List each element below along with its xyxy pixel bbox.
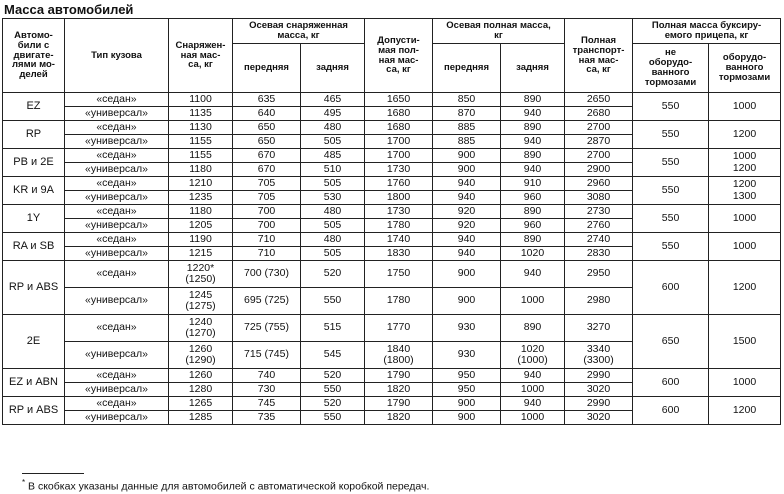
body-type-cell: «универсал» bbox=[65, 383, 169, 397]
trailer-brakes-value: 1000 bbox=[732, 375, 757, 388]
axle-curb-rear-cell: 550 bbox=[301, 288, 365, 315]
axle-curb-rear-cell: 520 bbox=[301, 397, 365, 411]
body-type-cell: «седан» bbox=[65, 233, 169, 247]
model-cell: RP и ABS bbox=[3, 261, 65, 315]
transport-mass-cell: 2950 bbox=[565, 261, 633, 288]
model-cell: RP и ABS bbox=[3, 397, 65, 425]
trailer-brakes-value: 1200 bbox=[732, 178, 757, 191]
table-row bbox=[3, 93, 781, 107]
table-body bbox=[3, 93, 781, 425]
axle-full-front-cell: 885 bbox=[433, 135, 501, 149]
transport-mass-cell: 2740 bbox=[565, 233, 633, 247]
transport-mass-cell: 3080 bbox=[565, 191, 633, 205]
axle-full-front-cell: 930 bbox=[433, 342, 501, 369]
trailer-brakes-value: 1000 bbox=[732, 99, 757, 112]
axle-full-rear-cell: 890 bbox=[501, 121, 565, 135]
table-row bbox=[3, 397, 781, 411]
trailer-brakes-value: 1000 bbox=[732, 150, 757, 163]
body-type-cell: «универсал» bbox=[65, 107, 169, 121]
axle-curb-front-cell: 705 bbox=[233, 177, 301, 191]
body-type-cell: «универсал» bbox=[65, 135, 169, 149]
body-type-cell: «седан» bbox=[65, 315, 169, 342]
transport-mass-cell: 2990 bbox=[565, 397, 633, 411]
axle-full-front-cell: 940 bbox=[433, 177, 501, 191]
axle-curb-rear-cell: 550 bbox=[301, 383, 365, 397]
axle-full-rear-cell: 1000 bbox=[501, 383, 565, 397]
body-type-cell: «седан» bbox=[65, 369, 169, 383]
table-row bbox=[3, 177, 781, 191]
transport-mass-cell: 2700 bbox=[565, 121, 633, 135]
trailer-brakes-value: 1200 bbox=[732, 280, 757, 293]
axle-curb-rear-cell: 515 bbox=[301, 315, 365, 342]
curb-mass-cell: 1260 bbox=[169, 369, 233, 383]
body-type-cell: «универсал» bbox=[65, 219, 169, 233]
permissible-mass-cell: 1750 bbox=[365, 261, 433, 288]
curb-mass-cell: 1100 bbox=[169, 93, 233, 107]
axle-full-front-cell: 900 bbox=[433, 411, 501, 425]
permissible-mass-cell: 1780 bbox=[365, 219, 433, 233]
axle-full-rear-cell: 890 bbox=[501, 315, 565, 342]
axle-full-front-cell: 940 bbox=[433, 233, 501, 247]
axle-curb-front-cell: 650 bbox=[233, 135, 301, 149]
axle-curb-front-cell: 670 bbox=[233, 163, 301, 177]
axle-curb-rear-cell: 505 bbox=[301, 219, 365, 233]
axle-full-front-cell: 870 bbox=[433, 107, 501, 121]
transport-mass-cell: 2870 bbox=[565, 135, 633, 149]
table-row bbox=[3, 261, 781, 288]
axle-full-front-cell: 900 bbox=[433, 288, 501, 315]
axle-curb-rear-cell: 520 bbox=[301, 369, 365, 383]
header-body-type: Тип кузова bbox=[65, 19, 169, 93]
transport-mass-cell: 2650 bbox=[565, 93, 633, 107]
axle-full-front-cell: 885 bbox=[433, 121, 501, 135]
curb-mass-cell: 1245 (1275) bbox=[169, 288, 233, 315]
permissible-mass-cell: 1680 bbox=[365, 121, 433, 135]
axle-curb-front-cell: 745 bbox=[233, 397, 301, 411]
transport-mass-cell: 3340 (3300) bbox=[565, 342, 633, 369]
header-axle-curb-mass: Осевая снаряженная масса, кг bbox=[233, 19, 365, 44]
curb-mass-cell: 1235 bbox=[169, 191, 233, 205]
body-type-cell: «седан» bbox=[65, 261, 169, 288]
header-trailer-no-brakes: не оборудо- ванного тормозами bbox=[633, 44, 709, 93]
trailer-no-brakes-cell: 600 bbox=[633, 369, 709, 397]
axle-curb-rear-cell: 510 bbox=[301, 163, 365, 177]
trailer-no-brakes-cell: 550 bbox=[633, 149, 709, 177]
header-model: Автомо- били с двигате- лями мо- делей bbox=[3, 19, 65, 93]
axle-full-rear-cell: 960 bbox=[501, 191, 565, 205]
header-trailer-mass: Полная масса буксиру- емого прицепа, кг bbox=[633, 19, 781, 44]
footnote-divider bbox=[22, 473, 84, 474]
permissible-mass-cell: 1730 bbox=[365, 163, 433, 177]
axle-full-rear-cell: 1000 bbox=[501, 411, 565, 425]
axle-curb-rear-cell: 495 bbox=[301, 107, 365, 121]
footnote bbox=[22, 478, 429, 493]
axle-curb-front-cell: 640 bbox=[233, 107, 301, 121]
body-type-cell: «седан» bbox=[65, 177, 169, 191]
transport-mass-cell: 2980 bbox=[565, 288, 633, 315]
mass-table bbox=[2, 18, 781, 425]
transport-mass-cell: 2760 bbox=[565, 219, 633, 233]
trailer-brakes-value: 1000 bbox=[732, 211, 757, 224]
transport-mass-cell: 2990 bbox=[565, 369, 633, 383]
curb-mass-cell: 1265 bbox=[169, 397, 233, 411]
axle-full-rear-cell: 890 bbox=[501, 149, 565, 163]
body-type-cell: «седан» bbox=[65, 121, 169, 135]
axle-full-rear-cell: 890 bbox=[501, 233, 565, 247]
axle-curb-front-cell: 705 bbox=[233, 191, 301, 205]
axle-curb-front-cell: 710 bbox=[233, 233, 301, 247]
axle-full-front-cell: 920 bbox=[433, 205, 501, 219]
axle-full-rear-cell: 890 bbox=[501, 93, 565, 107]
transport-mass-cell: 3020 bbox=[565, 383, 633, 397]
trailer-no-brakes-cell: 600 bbox=[633, 261, 709, 315]
trailer-brakes-cell bbox=[709, 315, 781, 369]
curb-mass-cell: 1280 bbox=[169, 383, 233, 397]
axle-curb-rear-cell: 505 bbox=[301, 247, 365, 261]
axle-curb-rear-cell: 530 bbox=[301, 191, 365, 205]
axle-curb-front-cell: 700 (730) bbox=[233, 261, 301, 288]
table-row bbox=[3, 369, 781, 383]
trailer-no-brakes-cell: 550 bbox=[633, 233, 709, 261]
axle-curb-front-cell: 740 bbox=[233, 369, 301, 383]
trailer-no-brakes-cell: 550 bbox=[633, 121, 709, 149]
trailer-brakes-value: 1300 bbox=[732, 189, 757, 202]
axle-curb-rear-cell: 505 bbox=[301, 135, 365, 149]
axle-curb-rear-cell: 480 bbox=[301, 205, 365, 219]
axle-full-rear-cell: 1020 bbox=[501, 247, 565, 261]
header-axle-curb-rear: задняя bbox=[301, 44, 365, 93]
permissible-mass-cell: 1820 bbox=[365, 383, 433, 397]
axle-full-front-cell: 900 bbox=[433, 397, 501, 411]
curb-mass-cell: 1260 (1290) bbox=[169, 342, 233, 369]
model-cell: RA и SB bbox=[3, 233, 65, 261]
table-row bbox=[3, 205, 781, 219]
table-row bbox=[3, 233, 781, 247]
transport-mass-cell: 2830 bbox=[565, 247, 633, 261]
axle-curb-front-cell: 635 bbox=[233, 93, 301, 107]
model-cell: 1Y bbox=[3, 205, 65, 233]
transport-mass-cell: 2700 bbox=[565, 149, 633, 163]
trailer-brakes-cell bbox=[709, 93, 781, 121]
body-type-cell: «универсал» bbox=[65, 288, 169, 315]
axle-curb-rear-cell: 465 bbox=[301, 93, 365, 107]
body-type-cell: «седан» bbox=[65, 205, 169, 219]
axle-full-front-cell: 900 bbox=[433, 261, 501, 288]
axle-full-rear-cell: 940 bbox=[501, 135, 565, 149]
header-axle-full-rear: задняя bbox=[501, 44, 565, 93]
permissible-mass-cell: 1780 bbox=[365, 288, 433, 315]
curb-mass-cell: 1220* (1250) bbox=[169, 261, 233, 288]
axle-full-rear-cell: 940 bbox=[501, 163, 565, 177]
trailer-brakes-cell bbox=[709, 205, 781, 233]
curb-mass-cell: 1155 bbox=[169, 149, 233, 163]
axle-full-rear-cell: 910 bbox=[501, 177, 565, 191]
permissible-mass-cell: 1700 bbox=[365, 135, 433, 149]
transport-mass-cell: 2680 bbox=[565, 107, 633, 121]
body-type-cell: «универсал» bbox=[65, 411, 169, 425]
trailer-brakes-cell bbox=[709, 121, 781, 149]
transport-mass-cell: 2730 bbox=[565, 205, 633, 219]
axle-curb-front-cell: 710 bbox=[233, 247, 301, 261]
axle-curb-front-cell: 695 (725) bbox=[233, 288, 301, 315]
axle-curb-front-cell: 650 bbox=[233, 121, 301, 135]
axle-full-front-cell: 900 bbox=[433, 163, 501, 177]
trailer-brakes-value: 1200 bbox=[732, 403, 757, 416]
axle-full-front-cell: 900 bbox=[433, 149, 501, 163]
trailer-no-brakes-cell: 550 bbox=[633, 177, 709, 205]
trailer-brakes-value: 1000 bbox=[732, 239, 757, 252]
model-cell: KR и 9A bbox=[3, 177, 65, 205]
permissible-mass-cell: 1800 bbox=[365, 191, 433, 205]
header-trailer-brakes: оборудо- ванного тормозами bbox=[709, 44, 781, 93]
permissible-mass-cell: 1840 (1800) bbox=[365, 342, 433, 369]
axle-full-rear-cell: 940 bbox=[501, 261, 565, 288]
footnote-mark: * bbox=[22, 478, 26, 487]
header-axle-full-mass: Осевая полная масса, кг bbox=[433, 19, 565, 44]
trailer-brakes-cell bbox=[709, 261, 781, 315]
curb-mass-cell: 1205 bbox=[169, 219, 233, 233]
axle-full-rear-cell: 940 bbox=[501, 369, 565, 383]
axle-full-front-cell: 940 bbox=[433, 247, 501, 261]
curb-mass-cell: 1190 bbox=[169, 233, 233, 247]
transport-mass-cell: 3020 bbox=[565, 411, 633, 425]
trailer-brakes-value: 1500 bbox=[732, 334, 757, 347]
model-cell: 2E bbox=[3, 315, 65, 369]
axle-curb-rear-cell: 480 bbox=[301, 121, 365, 135]
axle-full-front-cell: 950 bbox=[433, 369, 501, 383]
axle-full-front-cell: 850 bbox=[433, 93, 501, 107]
model-cell: PB и 2E bbox=[3, 149, 65, 177]
permissible-mass-cell: 1680 bbox=[365, 107, 433, 121]
curb-mass-cell: 1210 bbox=[169, 177, 233, 191]
trailer-brakes-cell bbox=[709, 369, 781, 397]
body-type-cell: «седан» bbox=[65, 397, 169, 411]
axle-curb-front-cell: 700 bbox=[233, 205, 301, 219]
curb-mass-cell: 1135 bbox=[169, 107, 233, 121]
trailer-brakes-cell bbox=[709, 177, 781, 205]
header-transport-mass: Полная транспорт- ная мас- са, кг bbox=[565, 19, 633, 93]
curb-mass-cell: 1285 bbox=[169, 411, 233, 425]
trailer-brakes-value: 1200 bbox=[732, 127, 757, 140]
body-type-cell: «универсал» bbox=[65, 191, 169, 205]
curb-mass-cell: 1155 bbox=[169, 135, 233, 149]
axle-curb-front-cell: 730 bbox=[233, 383, 301, 397]
transport-mass-cell: 2960 bbox=[565, 177, 633, 191]
body-type-cell: «универсал» bbox=[65, 342, 169, 369]
axle-curb-rear-cell: 480 bbox=[301, 233, 365, 247]
trailer-brakes-value: 1200 bbox=[732, 161, 757, 174]
header-curb-mass: Снаряжен- ная мас- са, кг bbox=[169, 19, 233, 93]
curb-mass-cell: 1180 bbox=[169, 205, 233, 219]
permissible-mass-cell: 1790 bbox=[365, 369, 433, 383]
axle-full-front-cell: 950 bbox=[433, 383, 501, 397]
axle-curb-rear-cell: 545 bbox=[301, 342, 365, 369]
body-type-cell: «универсал» bbox=[65, 163, 169, 177]
page-title: Масса автомобилей bbox=[4, 2, 134, 17]
transport-mass-cell: 3270 bbox=[565, 315, 633, 342]
permissible-mass-cell: 1700 bbox=[365, 149, 433, 163]
axle-curb-front-cell: 725 (755) bbox=[233, 315, 301, 342]
trailer-brakes-cell bbox=[709, 149, 781, 177]
axle-full-rear-cell: 940 bbox=[501, 397, 565, 411]
axle-full-rear-cell: 1000 bbox=[501, 288, 565, 315]
axle-full-front-cell: 930 bbox=[433, 315, 501, 342]
permissible-mass-cell: 1790 bbox=[365, 397, 433, 411]
axle-curb-rear-cell: 520 bbox=[301, 261, 365, 288]
trailer-brakes-cell bbox=[709, 397, 781, 425]
permissible-mass-cell: 1760 bbox=[365, 177, 433, 191]
axle-curb-rear-cell: 485 bbox=[301, 149, 365, 163]
table-row bbox=[3, 315, 781, 342]
footnote-text: В скобках указаны данные для автомобилей с автоматической коробкой передач. bbox=[28, 480, 430, 493]
axle-full-rear-cell: 1020 (1000) bbox=[501, 342, 565, 369]
permissible-mass-cell: 1740 bbox=[365, 233, 433, 247]
axle-full-rear-cell: 890 bbox=[501, 205, 565, 219]
model-cell: EZ и ABN bbox=[3, 369, 65, 397]
curb-mass-cell: 1240 (1270) bbox=[169, 315, 233, 342]
table-row bbox=[3, 121, 781, 135]
permissible-mass-cell: 1820 bbox=[365, 411, 433, 425]
axle-curb-front-cell: 735 bbox=[233, 411, 301, 425]
axle-full-rear-cell: 960 bbox=[501, 219, 565, 233]
header-axle-curb-front: передняя bbox=[233, 44, 301, 93]
body-type-cell: «универсал» bbox=[65, 247, 169, 261]
axle-curb-rear-cell: 550 bbox=[301, 411, 365, 425]
curb-mass-cell: 1130 bbox=[169, 121, 233, 135]
body-type-cell: «седан» bbox=[65, 149, 169, 163]
permissible-mass-cell: 1770 bbox=[365, 315, 433, 342]
axle-curb-front-cell: 670 bbox=[233, 149, 301, 163]
permissible-mass-cell: 1730 bbox=[365, 205, 433, 219]
axle-curb-rear-cell: 505 bbox=[301, 177, 365, 191]
trailer-brakes-cell bbox=[709, 233, 781, 261]
permissible-mass-cell: 1830 bbox=[365, 247, 433, 261]
axle-full-front-cell: 940 bbox=[433, 191, 501, 205]
trailer-no-brakes-cell: 650 bbox=[633, 315, 709, 369]
header-axle-full-front: передняя bbox=[433, 44, 501, 93]
transport-mass-cell: 2900 bbox=[565, 163, 633, 177]
axle-full-rear-cell: 940 bbox=[501, 107, 565, 121]
axle-curb-front-cell: 700 bbox=[233, 219, 301, 233]
permissible-mass-cell: 1650 bbox=[365, 93, 433, 107]
trailer-no-brakes-cell: 550 bbox=[633, 93, 709, 121]
model-cell: RP bbox=[3, 121, 65, 149]
curb-mass-cell: 1215 bbox=[169, 247, 233, 261]
curb-mass-cell: 1180 bbox=[169, 163, 233, 177]
axle-curb-front-cell: 715 (745) bbox=[233, 342, 301, 369]
trailer-no-brakes-cell: 550 bbox=[633, 205, 709, 233]
trailer-no-brakes-cell: 600 bbox=[633, 397, 709, 425]
header-permissible-mass: Допусти- мая пол- ная мас- са, кг bbox=[365, 19, 433, 93]
body-type-cell: «седан» bbox=[65, 93, 169, 107]
model-cell: EZ bbox=[3, 93, 65, 121]
table-row bbox=[3, 149, 781, 163]
axle-full-front-cell: 920 bbox=[433, 219, 501, 233]
